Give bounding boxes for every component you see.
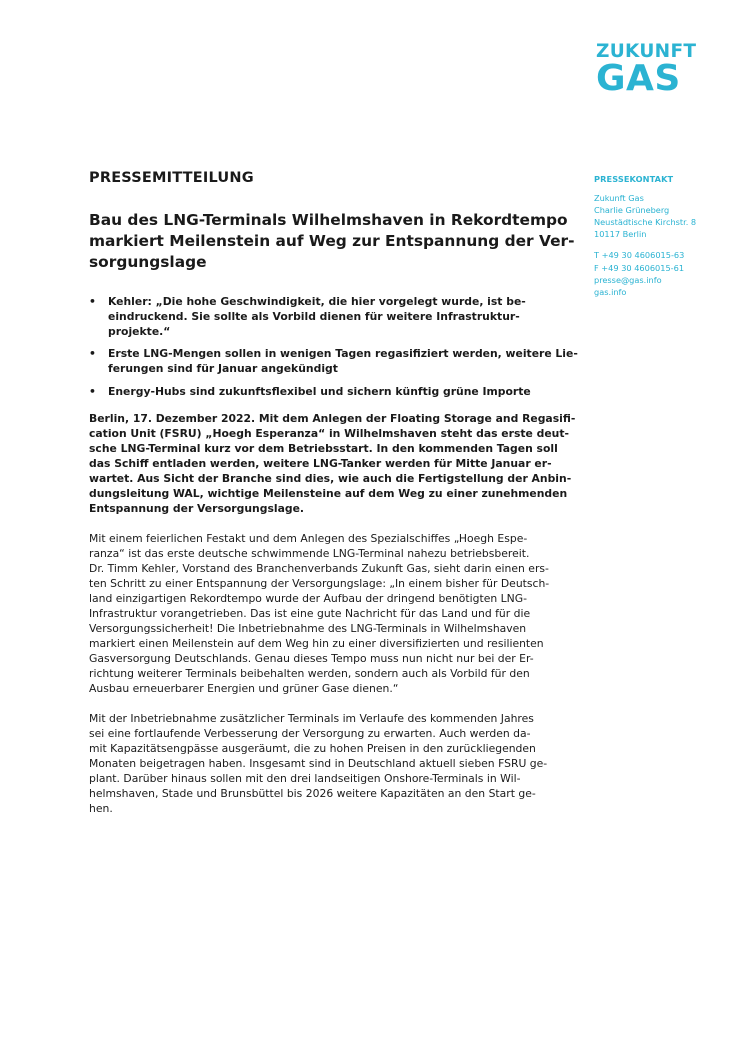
headline-line: markiert Meilenstein auf Weg zur Entspannung der Ver- [89, 232, 575, 250]
body-line: Mit einem feierlichen Festakt und dem Anlegen des Spezialschiffes „Hoegh Espe- [89, 531, 528, 545]
key-point [89, 295, 574, 339]
logo-line-2: GAS [596, 58, 681, 99]
body-line: Versorgungssicherheit! Die Inbetriebnahme des LNG-Terminals in Wilhelmshaven [89, 621, 527, 635]
press-contact-heading: PRESSEKONTAKT [594, 174, 674, 184]
body-line: Ausbau erneuerbarer Energien und grüner Gase dienen.“ [89, 681, 399, 695]
headline-line: sorgungslage [89, 253, 207, 271]
body-line: ten Schritt zu einer Entspannung der Versorgungslage: „In einem bisher für Deutsch- [89, 576, 550, 590]
body-paragraph-2 [89, 711, 574, 816]
key-points-list [89, 295, 578, 400]
lead-line: sche LNG-Terminal kurz vor dem Betriebsstart. In den kommenden Tagen soll [89, 441, 558, 455]
bullet-icon: • [89, 295, 96, 308]
body-line: Dr. Timm Kehler, Vorstand des Branchenverbands Zukunft Gas, sieht darin einen ers- [89, 561, 549, 575]
contact-email-link[interactable]: presse@gas.info [594, 274, 662, 285]
body-line: Infrastruktur vorangetrieben. Das ist eine gute Nachricht für das Land und für die [89, 606, 531, 620]
press-release-body [89, 168, 578, 816]
key-point-line: Erste LNG-Mengen sollen in wenigen Tagen regasifiziert werden, weitere Lie- [108, 347, 578, 361]
contact-fax: F +49 30 4606015-61 [594, 262, 685, 273]
headline-line: Bau des LNG-Terminals Wilhelmshaven in Rekordtempo [89, 211, 568, 229]
contact-phone: T +49 30 4606015-63 [594, 250, 685, 261]
body-line: mit Kapazitätsengpässe ausgeräumt, die zu hohen Preisen in den zurückliegenden [89, 741, 536, 755]
body-line: Gasversorgung Deutschlands. Genau dieses Tempo muss nun nicht nur bei der Er- [89, 651, 534, 665]
key-point-line: eindruckend. Sie sollte als Vorbild dienen für weitere Infrastruktur- [108, 309, 520, 323]
zukunft-gas-logo [596, 42, 696, 97]
contact-person: Charlie Grüneberg [594, 205, 670, 216]
contact-city: 10117 Berlin [594, 229, 647, 240]
body-line: markiert einen Meilenstein auf dem Weg hin zu einer diversifizierten und resilienten [89, 636, 544, 650]
lead-paragraph [89, 411, 574, 516]
press-contact [594, 173, 734, 298]
key-point-line: projekte.“ [108, 324, 171, 338]
bullet-icon: • [89, 384, 96, 398]
body-line: richtung weiterer Terminals beibehalten werden, sondern auch als Vorbild für den [89, 666, 530, 680]
body-line: helmshaven, Stade und Brunsbüttel bis 2026 weitere Kapazitäten an den Start ge- [89, 786, 536, 800]
headline [89, 210, 574, 273]
key-point [89, 385, 574, 400]
body-line: Monaten beigetragen haben. Insgesamt sind in Deutschland aktuell sieben FSRU ge- [89, 756, 548, 770]
body-line: plant. Darüber hinaus sollen mit den drei landseitigen Onshore-Terminals in Wil- [89, 771, 521, 785]
document-kicker: PRESSEMITTEILUNG [89, 170, 254, 186]
body-line: sei eine fortlaufende Verbesserung der Versorgung zu erwarten. Auch werden da- [89, 726, 531, 740]
lead-line: cation Unit (FSRU) „Hoegh Esperanza“ in Wilhelmshaven steht das erste deut- [89, 426, 570, 440]
lead-line: Berlin, 17. Dezember 2022. Mit dem Anlegen der Floating Storage and Regasifi- [89, 411, 576, 425]
key-point-line: Energy-Hubs sind zukunftsflexibel und sichern künftig grüne Importe [108, 384, 531, 398]
logo-line-1: ZUKUNFT [596, 41, 697, 62]
body-paragraph-1 [89, 531, 574, 696]
body-line: hen. [89, 801, 113, 815]
contact-website-link[interactable]: gas.info [594, 286, 627, 297]
bullet-icon: • [89, 347, 96, 361]
key-point-line: ferungen sind für Januar angekündigt [108, 362, 338, 376]
key-point-line: Kehler: „Die hohe Geschwindigkeit, die hier vorgelegt wurde, ist be- [108, 295, 526, 308]
body-line: land einzigartigen Rekordtempo wurde der Aufbau der dringend benötigten LNG- [89, 591, 527, 605]
body-line: Mit der Inbetriebnahme zusätzlicher Terminals im Verlaufe des kommenden Jahres [89, 711, 534, 725]
lead-line: dungsleitung WAL, wichtige Meilensteine auf dem Weg zu einer zunehmenden [89, 486, 568, 500]
contact-org: Zukunft Gas [594, 193, 644, 204]
key-point [89, 347, 578, 377]
lead-line: wartet. Aus Sicht der Branche sind dies, wie auch die Fertigstellung der Anbin- [89, 471, 572, 485]
lead-line: das Schiff entladen werden, weitere LNG-Tanker werden für Mitte Januar er- [89, 456, 552, 470]
lead-line: Entspannung der Versorgungslage. [89, 501, 305, 515]
contact-street: Neustädtische Kirchstr. 8 [594, 217, 697, 228]
body-line: ranza“ ist das erste deutsche schwimmende LNG-Terminal nahezu betriebsbereit. [89, 546, 530, 560]
